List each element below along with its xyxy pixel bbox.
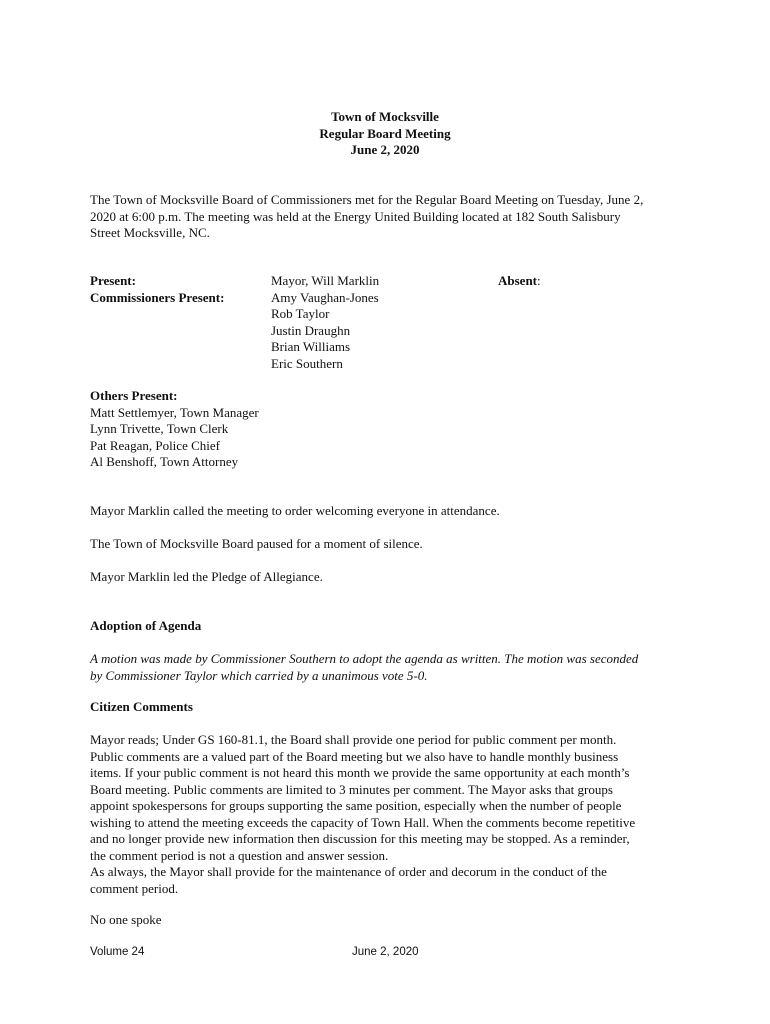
absent-colon: : (537, 273, 541, 288)
attendee-name: Amy Vaughan-Jones (271, 289, 379, 305)
absent-label: Absent (498, 273, 538, 288)
present-label: Present: (90, 273, 136, 288)
town-name: Town of Mocksville (331, 109, 439, 124)
meeting-date: June 2, 2020 (350, 142, 420, 157)
pledge-text: Mayor Marklin led the Pledge of Allegiance. (90, 569, 323, 584)
attendee-name: Brian Williams (271, 339, 351, 354)
intro-line: The Town of Mocksville Board of Commissioners met for the Regular Board Meeting on Tuesday, June 2, (90, 192, 644, 207)
comments-line: appoint spokespersons for groups supporting the same position, especially when the number of people (90, 798, 622, 813)
staff-name: Lynn Trivette, Town Clerk (90, 421, 229, 436)
intro-paragraph (90, 192, 680, 242)
commissioners-present-label: Commissioners Present: (90, 289, 225, 305)
staff-name: Al Benshoff, Town Attorney (90, 454, 239, 469)
comments-line: comment period. (90, 880, 179, 896)
attendance-names (271, 273, 379, 372)
citizen-comments-paragraph (90, 732, 680, 897)
absent-field (498, 273, 541, 290)
footer-date: June 2, 2020 (352, 946, 419, 958)
call-to-order-text: Mayor Marklin called the meeting to order welcoming everyone in attendance. (90, 503, 500, 518)
others-present-section (90, 388, 680, 471)
document-title-block (90, 109, 680, 159)
motion-line: A motion was made by Commissioner Southern to adopt the agenda as written. The motion was seconded (90, 651, 639, 666)
comments-line: the comment period is not a question and answer session. (90, 847, 389, 863)
staff-name: Pat Reagan, Police Chief (90, 437, 220, 453)
comments-line: items. If your public comment is not heard this month we provide the same opportunity at each month’s (90, 765, 630, 780)
moment-of-silence-text: The Town of Mocksville Board paused for a moment of silence. (90, 536, 423, 551)
attendance-labels (90, 273, 224, 306)
comments-line: Public comments are a valued part of the Board meeting but we also have to handle monthly business (90, 748, 619, 764)
comments-line: Board meeting. Public comments are limited to 3 minutes per comment. The Mayor asks that groups (90, 781, 613, 797)
no-one-spoke-text: No one spoke (90, 912, 162, 927)
meeting-type: Regular Board Meeting (319, 125, 451, 141)
comments-line: As always, the Mayor shall provide for the maintenance of order and decorum in the conduct of the (90, 864, 607, 879)
attendee-name: Eric Southern (271, 355, 343, 371)
comments-line: wishing to attend the meeting exceeds the capacity of Town Hall. When the comments become repetitive (90, 814, 636, 830)
footer-volume: Volume 24 (90, 946, 145, 958)
comments-line: and no longer provide new information then discussion for this meeting may be stopped. As a reminder, (90, 831, 630, 846)
comments-line: Mayor reads; Under GS 160-81.1, the Board shall provide one period for public comment per month. (90, 732, 617, 747)
adoption-of-agenda-heading: Adoption of Agenda (90, 618, 202, 633)
attendee-name: Mayor, Will Marklin (271, 273, 380, 288)
agenda-motion-paragraph (90, 651, 680, 684)
motion-line: by Commissioner Taylor which carried by a unanimous vote 5-0. (90, 667, 428, 683)
citizen-comments-heading: Citizen Comments (90, 699, 193, 714)
attendee-name: Rob Taylor (271, 306, 330, 321)
intro-line: Street Mocksville, NC. (90, 225, 210, 240)
attendee-name: Justin Draughn (271, 322, 351, 338)
others-present-heading: Others Present: (90, 388, 178, 403)
staff-name: Matt Settlemyer, Town Manager (90, 404, 259, 420)
intro-line: 2020 at 6:00 p.m. The meeting was held at the Energy United Building located at 182 South Salisbury (90, 208, 621, 224)
